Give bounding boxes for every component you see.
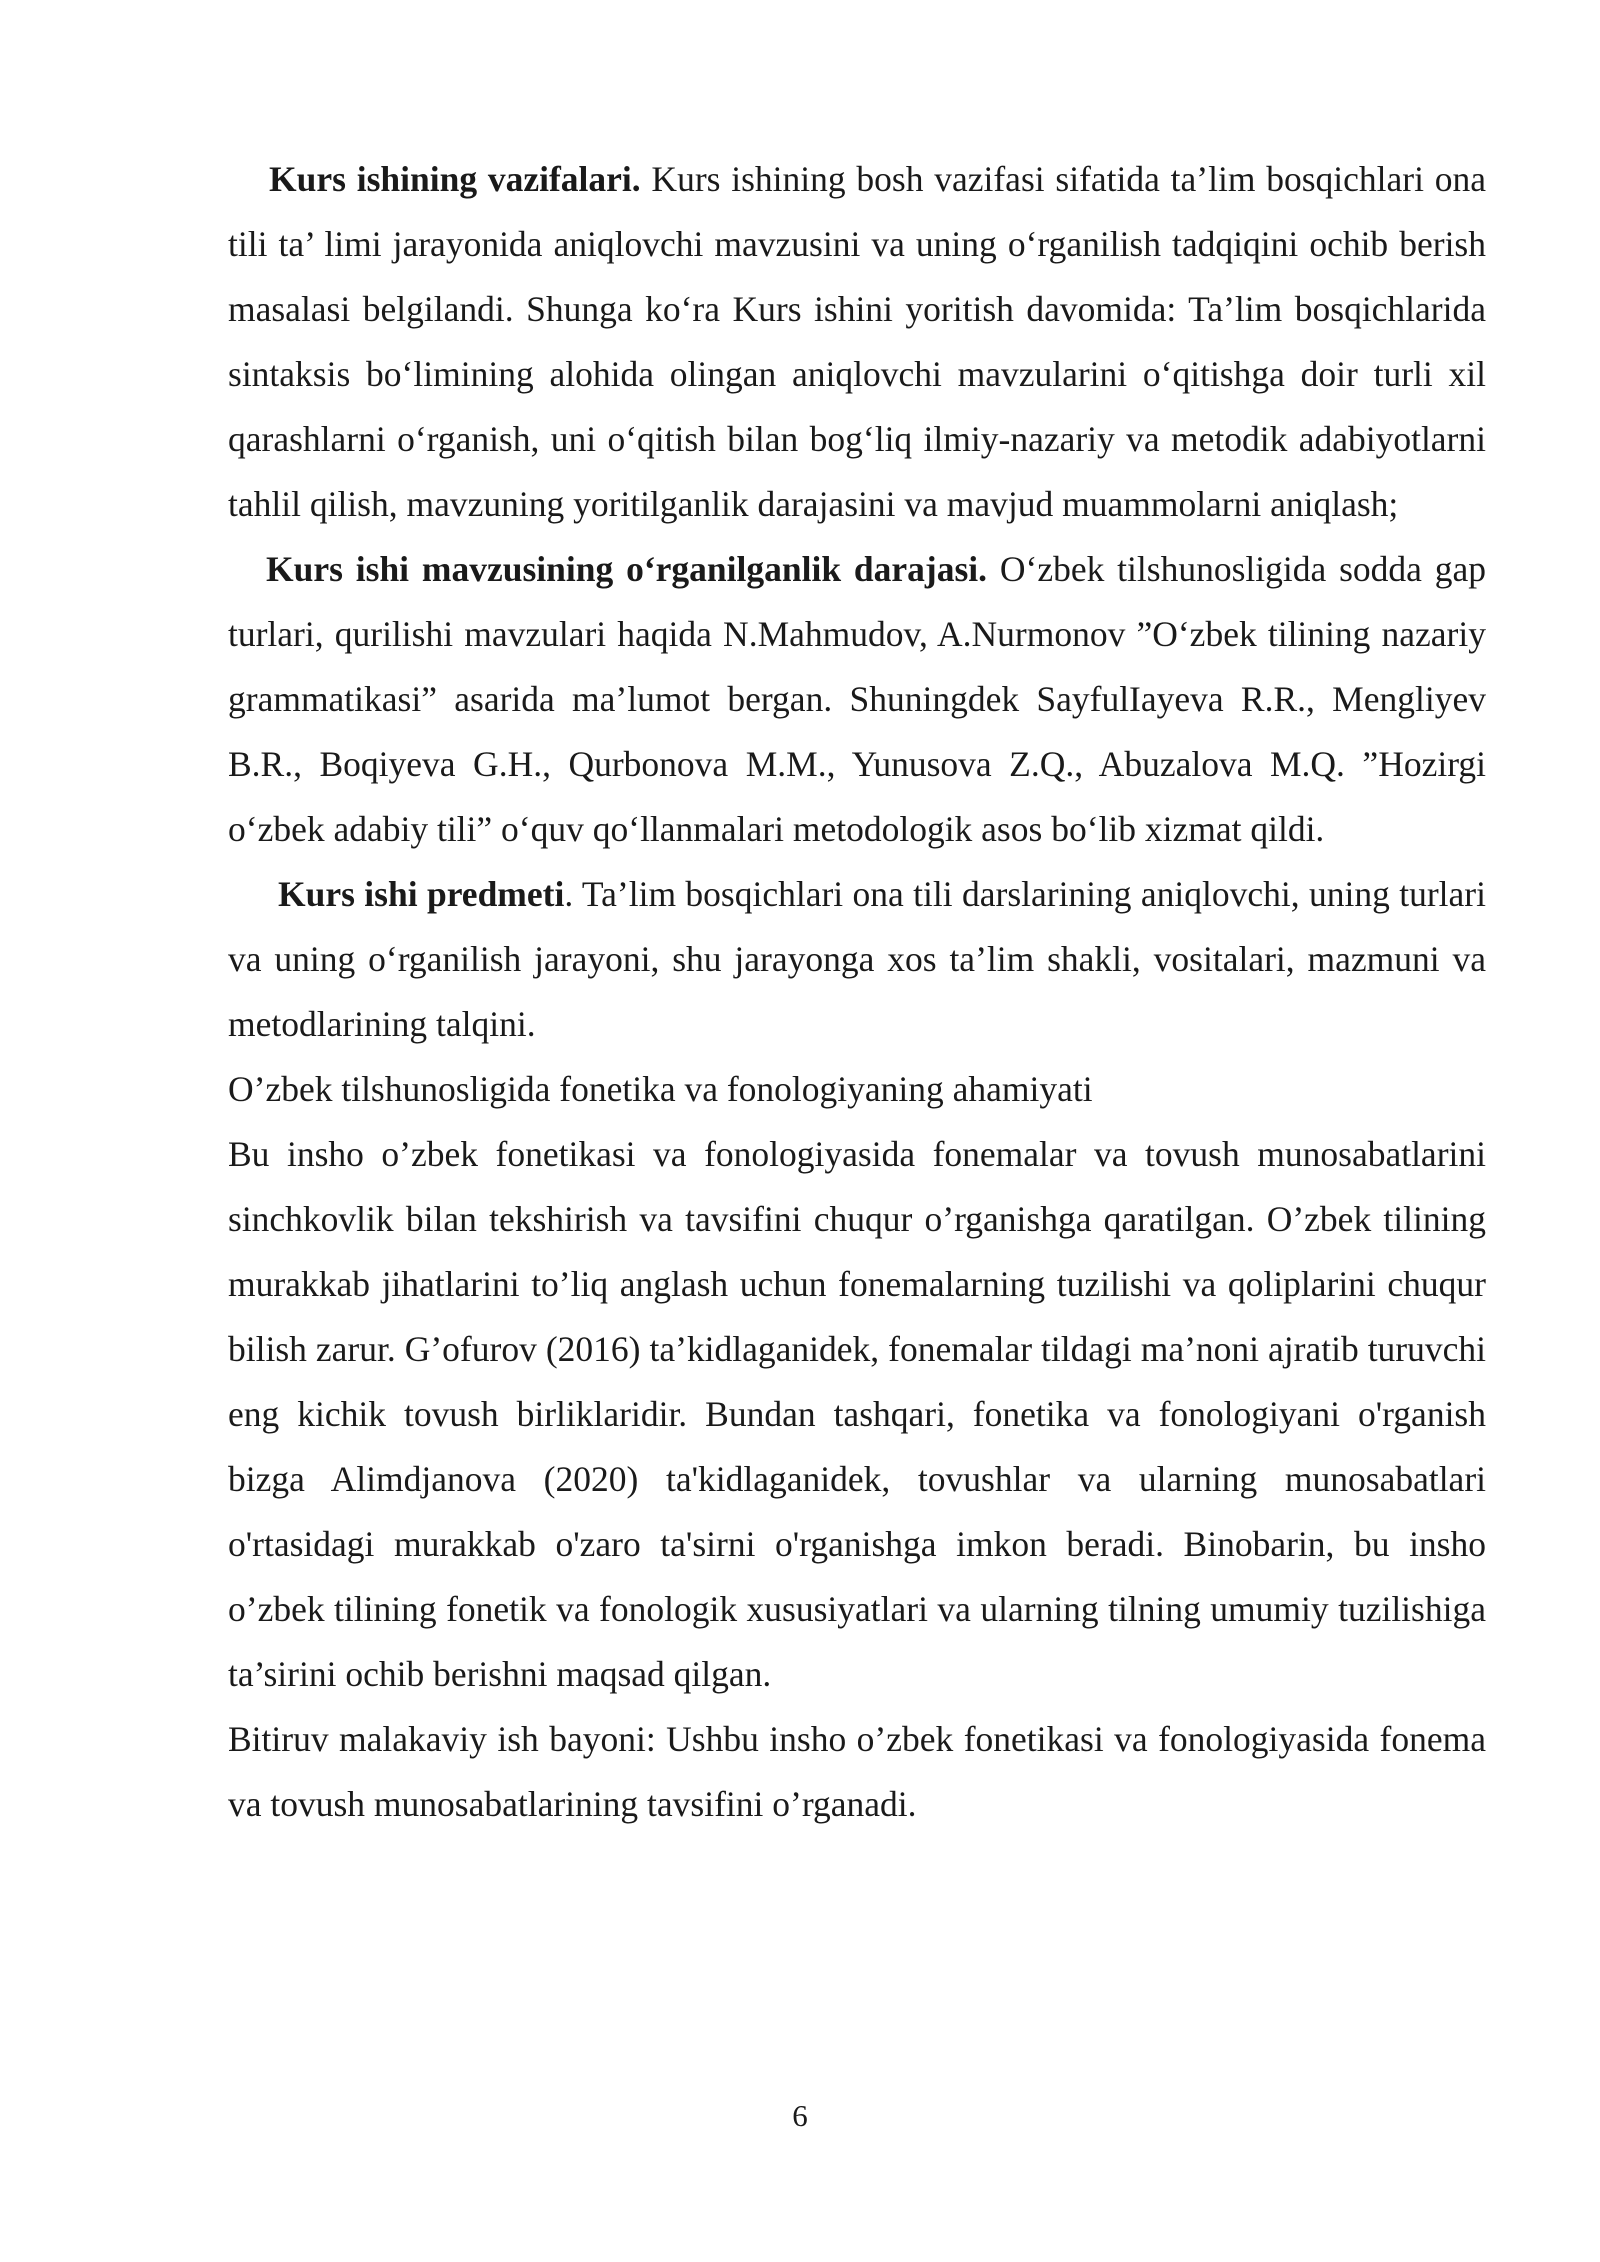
paragraph-lead-study-level: Kurs ishi mavzusining o‘rganilganlik darajasi. [266, 549, 988, 589]
document-body [228, 147, 1486, 1837]
paragraph-course-subject [228, 862, 1486, 1057]
paragraph-course-tasks [228, 147, 1486, 537]
section-heading-phonetics: O’zbek tilshunosligida fonetika va fonologiyaning ahamiyati [228, 1069, 1093, 1109]
paragraph-essay-description: Bu insho o’zbek fonetikasi va fonologiyasida fonemalar va tovush munosabatlarini sinchkovlik bilan tekshirish va tavsifini chuqur o’rganishga qaratilgan. O’zbek tilining murakkab jihatlarini to’liq anglash uchun fonemalarning tuzilishi va qoliplarini chuqur bilish zarur. G’ofurov (2016) ta’kidlaganidek, fonemalar tildagi ma’noni ajratib turuvchi eng kichik tovush birliklaridir. Bundan tashqari, fonetika va fonologiyani o'rganish bizga Alimdjanova (2020) ta'kidlaganidek, tovushlar va ularning munosabatlari o'rtasidagi murakkab o'zaro ta'sirni o'rganishga imkon beradi. Binobarin, bu insho o’zbek tilining fonetik va fonologik xususiyatlari va ularning tilning umumiy tuzilishiga ta’sirini ochib berishni maqsad qilgan. [228, 1134, 1486, 1694]
paragraph-lead-course-tasks: Kurs ishining vazifalari. [269, 159, 641, 199]
paragraph-thesis-statement: Bitiruv malakaviy ish bayoni: Ushbu insho o’zbek fonetikasi va fonologiyasida fonema va tovush munosabatlarining tavsifini o’rganadi. [228, 1719, 1486, 1824]
paragraph-text-course-subject: . Ta’lim bosqichlari ona tili darslarining aniqlovchi, uning turlari va uning o‘rganilish jarayoni, shu jarayonga xos ta’lim shakli, vositalari, mazmuni va metodlarining talqini. [228, 874, 1486, 1044]
paragraph-text-study-level: O‘zbek tilshunosligida sodda gap turlari, qurilishi mavzulari haqida N.Mahmudov, A.Nurmonov ”O‘zbek tilining nazariy grammatikasi” asarida ma’lumot bergan. Shuningdek SayfulIayeva R.R., Mengliyev B.R., Boqiyeva G.H., Qurbonova M.M., Yunusova Z.Q., Abuzalova M.Q. ”Hozirgi o‘zbek adabiy tili” o‘quv qo‘llanmalari metodologik asos bo‘lib xizmat qildi. [228, 549, 1486, 849]
page-number: 6 [792, 2098, 808, 2133]
paragraph-study-level [228, 537, 1486, 862]
paragraph-lead-course-subject: Kurs ishi predmeti [278, 874, 565, 914]
paragraph-text-course-tasks: Kurs ishining bosh vazifasi sifatida ta’lim bosqichlari ona tili ta’ limi jarayonida aniqlovchi mavzusini va uning o‘rganilish tadqiqini ochib berish masalasi belgilandi. Shunga ko‘ra Kurs ishini yoritish davomida: Ta’lim bosqichlarida sintaksis bo‘limining alohida olingan aniqlovchi mavzularini o‘qitishga doir turli xil qarashlarni o‘rganish, uni o‘qitish bilan bog‘liq ilmiy-nazariy va metodik adabiyotlarni tahlil qilish, mavzuning yoritilganlik darajasini va mavjud muammolarni aniqlash; [228, 159, 1486, 524]
